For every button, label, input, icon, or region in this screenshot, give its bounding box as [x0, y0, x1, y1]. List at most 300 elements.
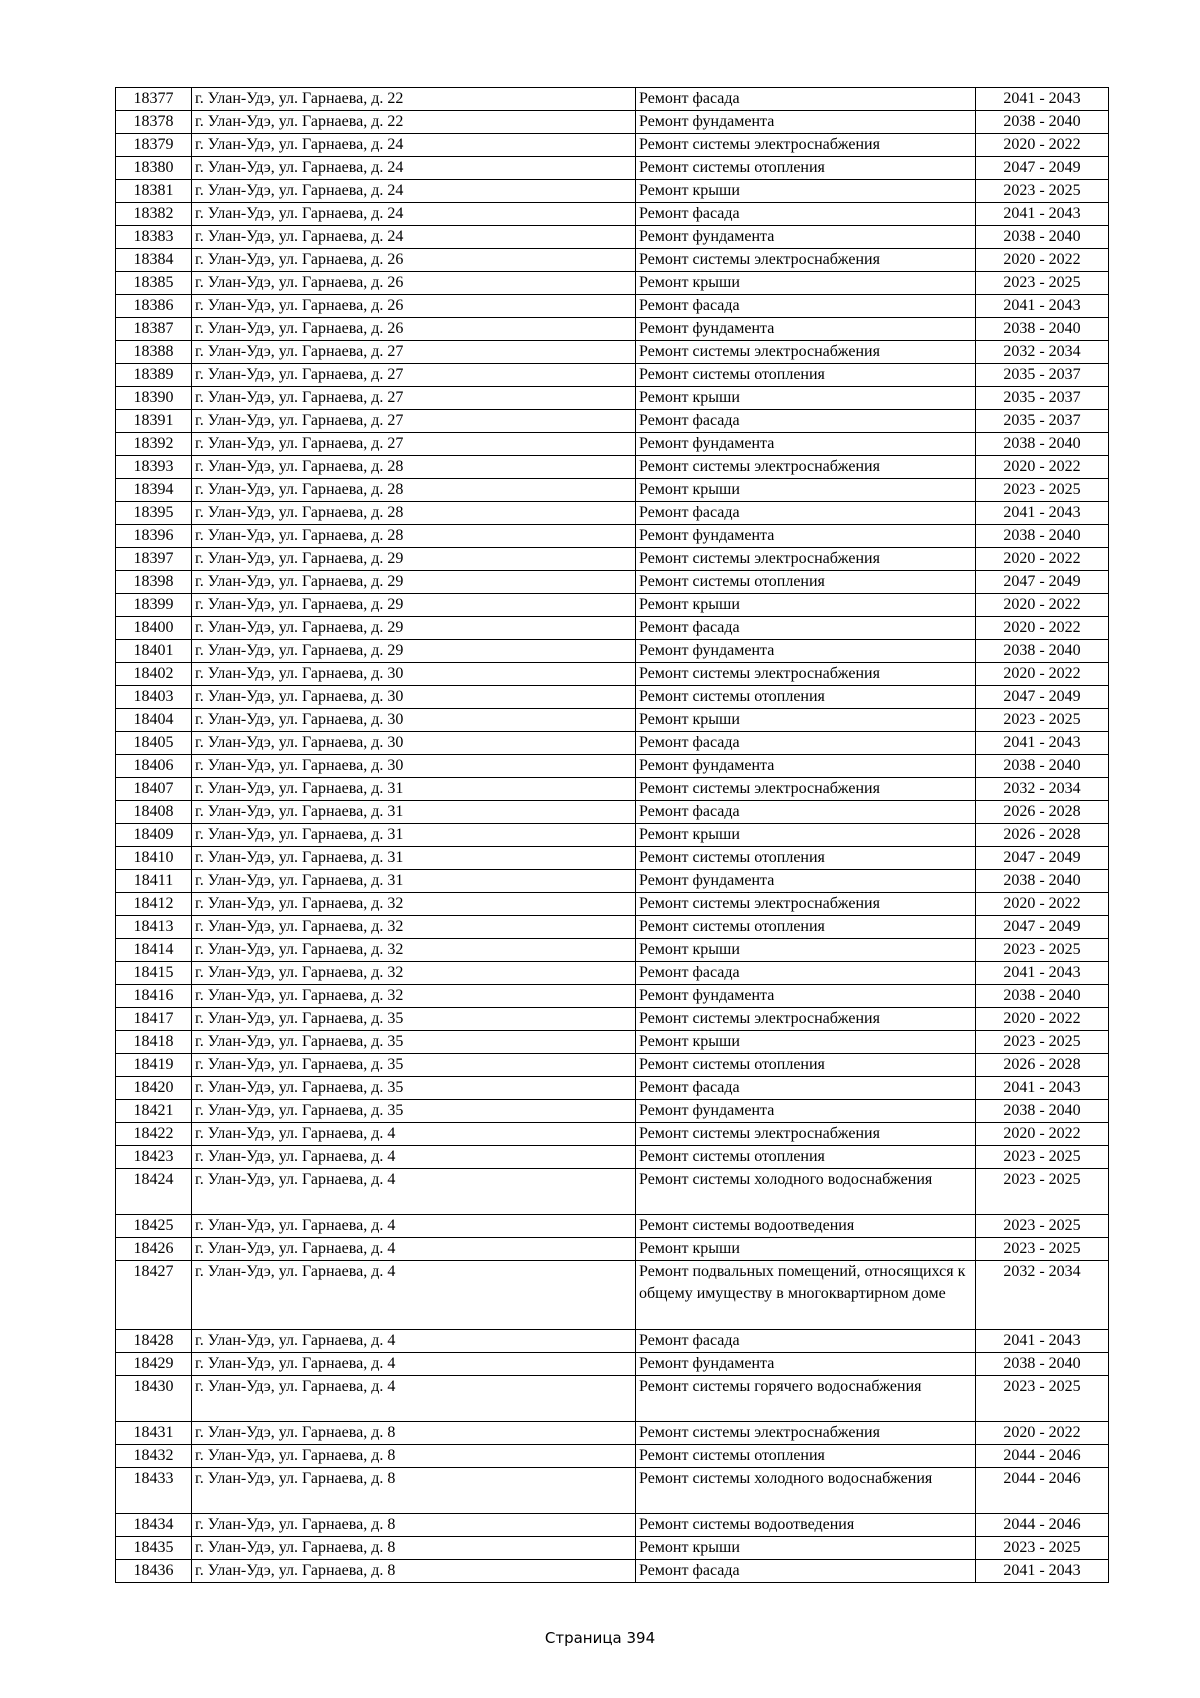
work-type-cell: Ремонт системы отопления: [636, 157, 976, 180]
table-row: [116, 847, 1109, 870]
row-number: 18412: [116, 893, 192, 916]
table-row: [116, 824, 1109, 847]
period-cell: 2047 - 2049: [976, 686, 1109, 709]
row-number: 18428: [116, 1330, 192, 1353]
row-number: 18427: [116, 1261, 192, 1330]
period-cell: 2020 - 2022: [976, 456, 1109, 479]
work-type-cell: Ремонт фасада: [636, 1330, 976, 1353]
work-type-cell: Ремонт системы отопления: [636, 1054, 976, 1077]
row-number: 18414: [116, 939, 192, 962]
row-number: 18410: [116, 847, 192, 870]
table-row: [116, 1514, 1109, 1537]
row-number: 18400: [116, 617, 192, 640]
address-cell: г. Улан-Удэ, ул. Гарнаева, д. 28: [192, 502, 636, 525]
period-cell: 2023 - 2025: [976, 939, 1109, 962]
address-cell: г. Улан-Удэ, ул. Гарнаева, д. 29: [192, 640, 636, 663]
period-cell: 2035 - 2037: [976, 410, 1109, 433]
address-cell: г. Улан-Удэ, ул. Гарнаева, д. 29: [192, 571, 636, 594]
work-type-cell: Ремонт системы электроснабжения: [636, 1008, 976, 1031]
period-cell: 2041 - 2043: [976, 1330, 1109, 1353]
repair-schedule-table: [115, 87, 1109, 1583]
period-cell: 2020 - 2022: [976, 134, 1109, 157]
row-number: 18423: [116, 1146, 192, 1169]
row-number: 18380: [116, 157, 192, 180]
work-type-cell: Ремонт крыши: [636, 824, 976, 847]
table-row: [116, 1468, 1109, 1514]
row-number: 18393: [116, 456, 192, 479]
row-number: 18434: [116, 1514, 192, 1537]
address-cell: г. Улан-Удэ, ул. Гарнаева, д. 27: [192, 433, 636, 456]
period-cell: 2038 - 2040: [976, 525, 1109, 548]
row-number: 18401: [116, 640, 192, 663]
address-cell: г. Улан-Удэ, ул. Гарнаева, д. 28: [192, 456, 636, 479]
period-cell: 2047 - 2049: [976, 847, 1109, 870]
table-row: [116, 985, 1109, 1008]
work-type-cell: Ремонт фасада: [636, 732, 976, 755]
table-row: [116, 1146, 1109, 1169]
table-row: [116, 387, 1109, 410]
address-cell: г. Улан-Удэ, ул. Гарнаева, д. 24: [192, 180, 636, 203]
period-cell: 2041 - 2043: [976, 732, 1109, 755]
work-type-cell: Ремонт системы отопления: [636, 364, 976, 387]
address-cell: г. Улан-Удэ, ул. Гарнаева, д. 4: [192, 1123, 636, 1146]
period-cell: 2023 - 2025: [976, 1031, 1109, 1054]
period-cell: 2026 - 2028: [976, 1054, 1109, 1077]
table-row: [116, 640, 1109, 663]
period-cell: 2047 - 2049: [976, 916, 1109, 939]
address-cell: г. Улан-Удэ, ул. Гарнаева, д. 4: [192, 1146, 636, 1169]
period-cell: 2032 - 2034: [976, 1261, 1109, 1330]
address-cell: г. Улан-Удэ, ул. Гарнаева, д. 31: [192, 870, 636, 893]
row-number: 18422: [116, 1123, 192, 1146]
address-cell: г. Улан-Удэ, ул. Гарнаева, д. 27: [192, 364, 636, 387]
address-cell: г. Улан-Удэ, ул. Гарнаева, д. 8: [192, 1468, 636, 1514]
work-type-cell: Ремонт фундамента: [636, 640, 976, 663]
address-cell: г. Улан-Удэ, ул. Гарнаева, д. 31: [192, 824, 636, 847]
work-type-cell: Ремонт фасада: [636, 203, 976, 226]
address-cell: г. Улан-Удэ, ул. Гарнаева, д. 32: [192, 962, 636, 985]
row-number: 18409: [116, 824, 192, 847]
row-number: 18424: [116, 1169, 192, 1215]
work-type-cell: Ремонт фасада: [636, 502, 976, 525]
row-number: 18421: [116, 1100, 192, 1123]
work-type-cell: Ремонт крыши: [636, 387, 976, 410]
work-type-cell: Ремонт фундамента: [636, 525, 976, 548]
table-row: [116, 456, 1109, 479]
work-type-cell: Ремонт фундамента: [636, 226, 976, 249]
address-cell: г. Улан-Удэ, ул. Гарнаева, д. 4: [192, 1330, 636, 1353]
table-row: [116, 1422, 1109, 1445]
work-type-cell: Ремонт системы водоотведения: [636, 1215, 976, 1238]
table-row: [116, 1560, 1109, 1583]
period-cell: 2032 - 2034: [976, 778, 1109, 801]
row-number: 18378: [116, 111, 192, 134]
table-row: [116, 180, 1109, 203]
address-cell: г. Улан-Удэ, ул. Гарнаева, д. 35: [192, 1100, 636, 1123]
address-cell: г. Улан-Удэ, ул. Гарнаева, д. 8: [192, 1445, 636, 1468]
table-row: [116, 939, 1109, 962]
work-type-cell: Ремонт системы горячего водоснабжения: [636, 1376, 976, 1422]
address-cell: г. Улан-Удэ, ул. Гарнаева, д. 29: [192, 594, 636, 617]
period-cell: 2041 - 2043: [976, 203, 1109, 226]
work-type-cell: Ремонт крыши: [636, 1238, 976, 1261]
work-type-cell: Ремонт системы электроснабжения: [636, 249, 976, 272]
row-number: 18430: [116, 1376, 192, 1422]
work-type-cell: Ремонт крыши: [636, 1537, 976, 1560]
row-number: 18418: [116, 1031, 192, 1054]
row-number: 18435: [116, 1537, 192, 1560]
table-row: [116, 341, 1109, 364]
period-cell: 2026 - 2028: [976, 801, 1109, 824]
address-cell: г. Улан-Удэ, ул. Гарнаева, д. 32: [192, 893, 636, 916]
table-row: [116, 870, 1109, 893]
address-cell: г. Улан-Удэ, ул. Гарнаева, д. 22: [192, 111, 636, 134]
table-row: [116, 755, 1109, 778]
work-type-cell: Ремонт фундамента: [636, 433, 976, 456]
table-row: [116, 1008, 1109, 1031]
period-cell: 2020 - 2022: [976, 663, 1109, 686]
address-cell: г. Улан-Удэ, ул. Гарнаева, д. 35: [192, 1054, 636, 1077]
table-row: [116, 709, 1109, 732]
period-cell: 2020 - 2022: [976, 1123, 1109, 1146]
table-row: [116, 617, 1109, 640]
work-type-cell: Ремонт фасада: [636, 410, 976, 433]
row-number: 18397: [116, 548, 192, 571]
table-row: [116, 548, 1109, 571]
table-row: [116, 1215, 1109, 1238]
work-type-cell: Ремонт системы электроснабжения: [636, 548, 976, 571]
work-type-cell: Ремонт крыши: [636, 180, 976, 203]
address-cell: г. Улан-Удэ, ул. Гарнаева, д. 30: [192, 732, 636, 755]
work-type-cell: Ремонт системы отопления: [636, 686, 976, 709]
row-number: 18399: [116, 594, 192, 617]
period-cell: 2026 - 2028: [976, 824, 1109, 847]
table-row: [116, 1077, 1109, 1100]
address-cell: г. Улан-Удэ, ул. Гарнаева, д. 32: [192, 939, 636, 962]
row-number: 18417: [116, 1008, 192, 1031]
address-cell: г. Улан-Удэ, ул. Гарнаева, д. 27: [192, 341, 636, 364]
row-number: 18384: [116, 249, 192, 272]
address-cell: г. Улан-Удэ, ул. Гарнаева, д. 26: [192, 318, 636, 341]
address-cell: г. Улан-Удэ, ул. Гарнаева, д. 4: [192, 1169, 636, 1215]
row-number: 18405: [116, 732, 192, 755]
row-number: 18398: [116, 571, 192, 594]
address-cell: г. Улан-Удэ, ул. Гарнаева, д. 29: [192, 617, 636, 640]
work-type-cell: Ремонт фасада: [636, 617, 976, 640]
period-cell: 2038 - 2040: [976, 318, 1109, 341]
address-cell: г. Улан-Удэ, ул. Гарнаева, д. 8: [192, 1422, 636, 1445]
address-cell: г. Улан-Удэ, ул. Гарнаева, д. 4: [192, 1215, 636, 1238]
table-row: [116, 203, 1109, 226]
address-cell: г. Улан-Удэ, ул. Гарнаева, д. 4: [192, 1353, 636, 1376]
address-cell: г. Улан-Удэ, ул. Гарнаева, д. 35: [192, 1008, 636, 1031]
table-row: [116, 1100, 1109, 1123]
work-type-cell: Ремонт фасада: [636, 88, 976, 111]
address-cell: г. Улан-Удэ, ул. Гарнаева, д. 27: [192, 387, 636, 410]
table-row: [116, 732, 1109, 755]
table-row: [116, 571, 1109, 594]
table-row: [116, 686, 1109, 709]
period-cell: 2023 - 2025: [976, 1238, 1109, 1261]
address-cell: г. Улан-Удэ, ул. Гарнаева, д. 26: [192, 249, 636, 272]
table-row: [116, 134, 1109, 157]
work-type-cell: Ремонт фасада: [636, 1560, 976, 1583]
work-type-cell: Ремонт крыши: [636, 272, 976, 295]
work-type-cell: Ремонт фасада: [636, 1077, 976, 1100]
work-type-cell: Ремонт системы электроснабжения: [636, 134, 976, 157]
work-type-cell: Ремонт системы отопления: [636, 1445, 976, 1468]
period-cell: 2038 - 2040: [976, 755, 1109, 778]
period-cell: 2023 - 2025: [976, 1169, 1109, 1215]
period-cell: 2020 - 2022: [976, 617, 1109, 640]
table-row: [116, 272, 1109, 295]
table-row: [116, 88, 1109, 111]
period-cell: 2044 - 2046: [976, 1468, 1109, 1514]
period-cell: 2020 - 2022: [976, 249, 1109, 272]
period-cell: 2041 - 2043: [976, 1077, 1109, 1100]
work-type-cell: Ремонт системы электроснабжения: [636, 1123, 976, 1146]
address-cell: г. Улан-Удэ, ул. Гарнаева, д. 32: [192, 985, 636, 1008]
address-cell: г. Улан-Удэ, ул. Гарнаева, д. 30: [192, 663, 636, 686]
row-number: 18395: [116, 502, 192, 525]
work-type-cell: Ремонт фундамента: [636, 985, 976, 1008]
row-number: 18408: [116, 801, 192, 824]
table-row: [116, 1376, 1109, 1422]
address-cell: г. Улан-Удэ, ул. Гарнаева, д. 8: [192, 1560, 636, 1583]
row-number: 18429: [116, 1353, 192, 1376]
address-cell: г. Улан-Удэ, ул. Гарнаева, д. 8: [192, 1537, 636, 1560]
period-cell: 2020 - 2022: [976, 594, 1109, 617]
row-number: 18396: [116, 525, 192, 548]
period-cell: 2023 - 2025: [976, 1215, 1109, 1238]
table-row: [116, 1445, 1109, 1468]
address-cell: г. Улан-Удэ, ул. Гарнаева, д. 29: [192, 548, 636, 571]
period-cell: 2041 - 2043: [976, 295, 1109, 318]
row-number: 18425: [116, 1215, 192, 1238]
table-row: [116, 433, 1109, 456]
period-cell: 2041 - 2043: [976, 88, 1109, 111]
table-row: [116, 364, 1109, 387]
table-row: [116, 502, 1109, 525]
work-type-cell: Ремонт системы отопления: [636, 1146, 976, 1169]
work-type-cell: Ремонт крыши: [636, 939, 976, 962]
address-cell: г. Улан-Удэ, ул. Гарнаева, д. 35: [192, 1031, 636, 1054]
address-cell: г. Улан-Удэ, ул. Гарнаева, д. 24: [192, 203, 636, 226]
period-cell: 2035 - 2037: [976, 364, 1109, 387]
address-cell: г. Улан-Удэ, ул. Гарнаева, д. 31: [192, 801, 636, 824]
address-cell: г. Улан-Удэ, ул. Гарнаева, д. 22: [192, 88, 636, 111]
table-row: [116, 778, 1109, 801]
work-type-cell: Ремонт подвальных помещений, относящихся к общему имуществу в многоквартирном доме: [636, 1261, 976, 1330]
period-cell: 2035 - 2037: [976, 387, 1109, 410]
table-row: [116, 1123, 1109, 1146]
table-row: [116, 479, 1109, 502]
row-number: 18413: [116, 916, 192, 939]
table-row: [116, 226, 1109, 249]
row-number: 18379: [116, 134, 192, 157]
period-cell: 2023 - 2025: [976, 479, 1109, 502]
work-type-cell: Ремонт фасада: [636, 295, 976, 318]
table-row: [116, 1031, 1109, 1054]
period-cell: 2023 - 2025: [976, 709, 1109, 732]
address-cell: г. Улан-Удэ, ул. Гарнаева, д. 8: [192, 1514, 636, 1537]
address-cell: г. Улан-Удэ, ул. Гарнаева, д. 31: [192, 847, 636, 870]
row-number: 18404: [116, 709, 192, 732]
work-type-cell: Ремонт системы электроснабжения: [636, 1422, 976, 1445]
period-cell: 2020 - 2022: [976, 1422, 1109, 1445]
period-cell: 2032 - 2034: [976, 341, 1109, 364]
period-cell: 2023 - 2025: [976, 272, 1109, 295]
period-cell: 2047 - 2049: [976, 571, 1109, 594]
table-row: [116, 1169, 1109, 1215]
period-cell: 2038 - 2040: [976, 870, 1109, 893]
work-type-cell: Ремонт системы электроснабжения: [636, 341, 976, 364]
row-number: 18411: [116, 870, 192, 893]
table-row: [116, 410, 1109, 433]
work-type-cell: Ремонт крыши: [636, 1031, 976, 1054]
period-cell: 2044 - 2046: [976, 1514, 1109, 1537]
address-cell: г. Улан-Удэ, ул. Гарнаева, д. 28: [192, 525, 636, 548]
work-type-cell: Ремонт фундамента: [636, 1353, 976, 1376]
work-type-cell: Ремонт фундамента: [636, 870, 976, 893]
address-cell: г. Улан-Удэ, ул. Гарнаева, д. 28: [192, 479, 636, 502]
period-cell: 2047 - 2049: [976, 157, 1109, 180]
page-number: Страница 394: [544, 1629, 656, 1647]
work-type-cell: Ремонт системы отопления: [636, 847, 976, 870]
table-row: [116, 295, 1109, 318]
row-number: 18387: [116, 318, 192, 341]
period-cell: 2023 - 2025: [976, 1537, 1109, 1560]
address-cell: г. Улан-Удэ, ул. Гарнаева, д. 24: [192, 226, 636, 249]
row-number: 18426: [116, 1238, 192, 1261]
address-cell: г. Улан-Удэ, ул. Гарнаева, д. 35: [192, 1077, 636, 1100]
table-row: [116, 893, 1109, 916]
row-number: 18407: [116, 778, 192, 801]
table-row: [116, 1054, 1109, 1077]
period-cell: 2020 - 2022: [976, 893, 1109, 916]
work-type-cell: Ремонт системы отопления: [636, 571, 976, 594]
table-row: [116, 594, 1109, 617]
work-type-cell: Ремонт фундамента: [636, 318, 976, 341]
work-type-cell: Ремонт системы электроснабжения: [636, 778, 976, 801]
row-number: 18420: [116, 1077, 192, 1100]
table-row: [116, 962, 1109, 985]
row-number: 18377: [116, 88, 192, 111]
address-cell: г. Улан-Удэ, ул. Гарнаева, д. 30: [192, 686, 636, 709]
row-number: 18402: [116, 663, 192, 686]
row-number: 18386: [116, 295, 192, 318]
table-row: [116, 1537, 1109, 1560]
work-type-cell: Ремонт крыши: [636, 709, 976, 732]
row-number: 18392: [116, 433, 192, 456]
table-row: [116, 111, 1109, 134]
work-type-cell: Ремонт системы холодного водоснабжения: [636, 1169, 976, 1215]
period-cell: 2023 - 2025: [976, 1146, 1109, 1169]
address-cell: г. Улан-Удэ, ул. Гарнаева, д. 30: [192, 755, 636, 778]
row-number: 18415: [116, 962, 192, 985]
address-cell: г. Улан-Удэ, ул. Гарнаева, д. 26: [192, 295, 636, 318]
row-number: 18389: [116, 364, 192, 387]
work-type-cell: Ремонт системы электроснабжения: [636, 893, 976, 916]
period-cell: 2038 - 2040: [976, 111, 1109, 134]
work-type-cell: Ремонт системы электроснабжения: [636, 456, 976, 479]
address-cell: г. Улан-Удэ, ул. Гарнаева, д. 4: [192, 1261, 636, 1330]
period-cell: 2038 - 2040: [976, 1353, 1109, 1376]
table-row: [116, 801, 1109, 824]
row-number: 18403: [116, 686, 192, 709]
work-type-cell: Ремонт системы электроснабжения: [636, 663, 976, 686]
period-cell: 2041 - 2043: [976, 962, 1109, 985]
work-type-cell: Ремонт системы отопления: [636, 916, 976, 939]
period-cell: 2038 - 2040: [976, 226, 1109, 249]
row-number: 18383: [116, 226, 192, 249]
address-cell: г. Улан-Удэ, ул. Гарнаева, д. 27: [192, 410, 636, 433]
work-type-cell: Ремонт фундамента: [636, 1100, 976, 1123]
table-row: [116, 157, 1109, 180]
row-number: 18436: [116, 1560, 192, 1583]
table-row: [116, 525, 1109, 548]
address-cell: г. Улан-Удэ, ул. Гарнаева, д. 26: [192, 272, 636, 295]
table-row: [116, 916, 1109, 939]
table-row: [116, 318, 1109, 341]
period-cell: 2041 - 2043: [976, 502, 1109, 525]
work-type-cell: Ремонт фундамента: [636, 755, 976, 778]
address-cell: г. Улан-Удэ, ул. Гарнаева, д. 30: [192, 709, 636, 732]
row-number: 18394: [116, 479, 192, 502]
period-cell: 2020 - 2022: [976, 548, 1109, 571]
row-number: 18419: [116, 1054, 192, 1077]
period-cell: 2023 - 2025: [976, 1376, 1109, 1422]
row-number: 18390: [116, 387, 192, 410]
row-number: 18406: [116, 755, 192, 778]
work-type-cell: Ремонт крыши: [636, 479, 976, 502]
address-cell: г. Улан-Удэ, ул. Гарнаева, д. 31: [192, 778, 636, 801]
period-cell: 2038 - 2040: [976, 985, 1109, 1008]
work-type-cell: Ремонт фундамента: [636, 111, 976, 134]
period-cell: 2038 - 2040: [976, 640, 1109, 663]
row-number: 18388: [116, 341, 192, 364]
work-type-cell: Ремонт системы холодного водоснабжения: [636, 1468, 976, 1514]
address-cell: г. Улан-Удэ, ул. Гарнаева, д. 24: [192, 134, 636, 157]
work-type-cell: Ремонт крыши: [636, 594, 976, 617]
period-cell: 2041 - 2043: [976, 1560, 1109, 1583]
table-row: [116, 1353, 1109, 1376]
table-row: [116, 1330, 1109, 1353]
table-row: [116, 1261, 1109, 1330]
row-number: 18433: [116, 1468, 192, 1514]
row-number: 18385: [116, 272, 192, 295]
table-row: [116, 249, 1109, 272]
row-number: 18431: [116, 1422, 192, 1445]
work-type-cell: Ремонт системы водоотведения: [636, 1514, 976, 1537]
period-cell: 2038 - 2040: [976, 433, 1109, 456]
work-type-cell: Ремонт фасада: [636, 962, 976, 985]
period-cell: 2044 - 2046: [976, 1445, 1109, 1468]
period-cell: 2038 - 2040: [976, 1100, 1109, 1123]
address-cell: г. Улан-Удэ, ул. Гарнаева, д. 24: [192, 157, 636, 180]
period-cell: 2023 - 2025: [976, 180, 1109, 203]
address-cell: г. Улан-Удэ, ул. Гарнаева, д. 32: [192, 916, 636, 939]
row-number: 18381: [116, 180, 192, 203]
row-number: 18416: [116, 985, 192, 1008]
table-row: [116, 663, 1109, 686]
period-cell: 2020 - 2022: [976, 1008, 1109, 1031]
address-cell: г. Улан-Удэ, ул. Гарнаева, д. 4: [192, 1238, 636, 1261]
work-type-cell: Ремонт фасада: [636, 801, 976, 824]
table-row: [116, 1238, 1109, 1261]
row-number: 18432: [116, 1445, 192, 1468]
address-cell: г. Улан-Удэ, ул. Гарнаева, д. 4: [192, 1376, 636, 1422]
